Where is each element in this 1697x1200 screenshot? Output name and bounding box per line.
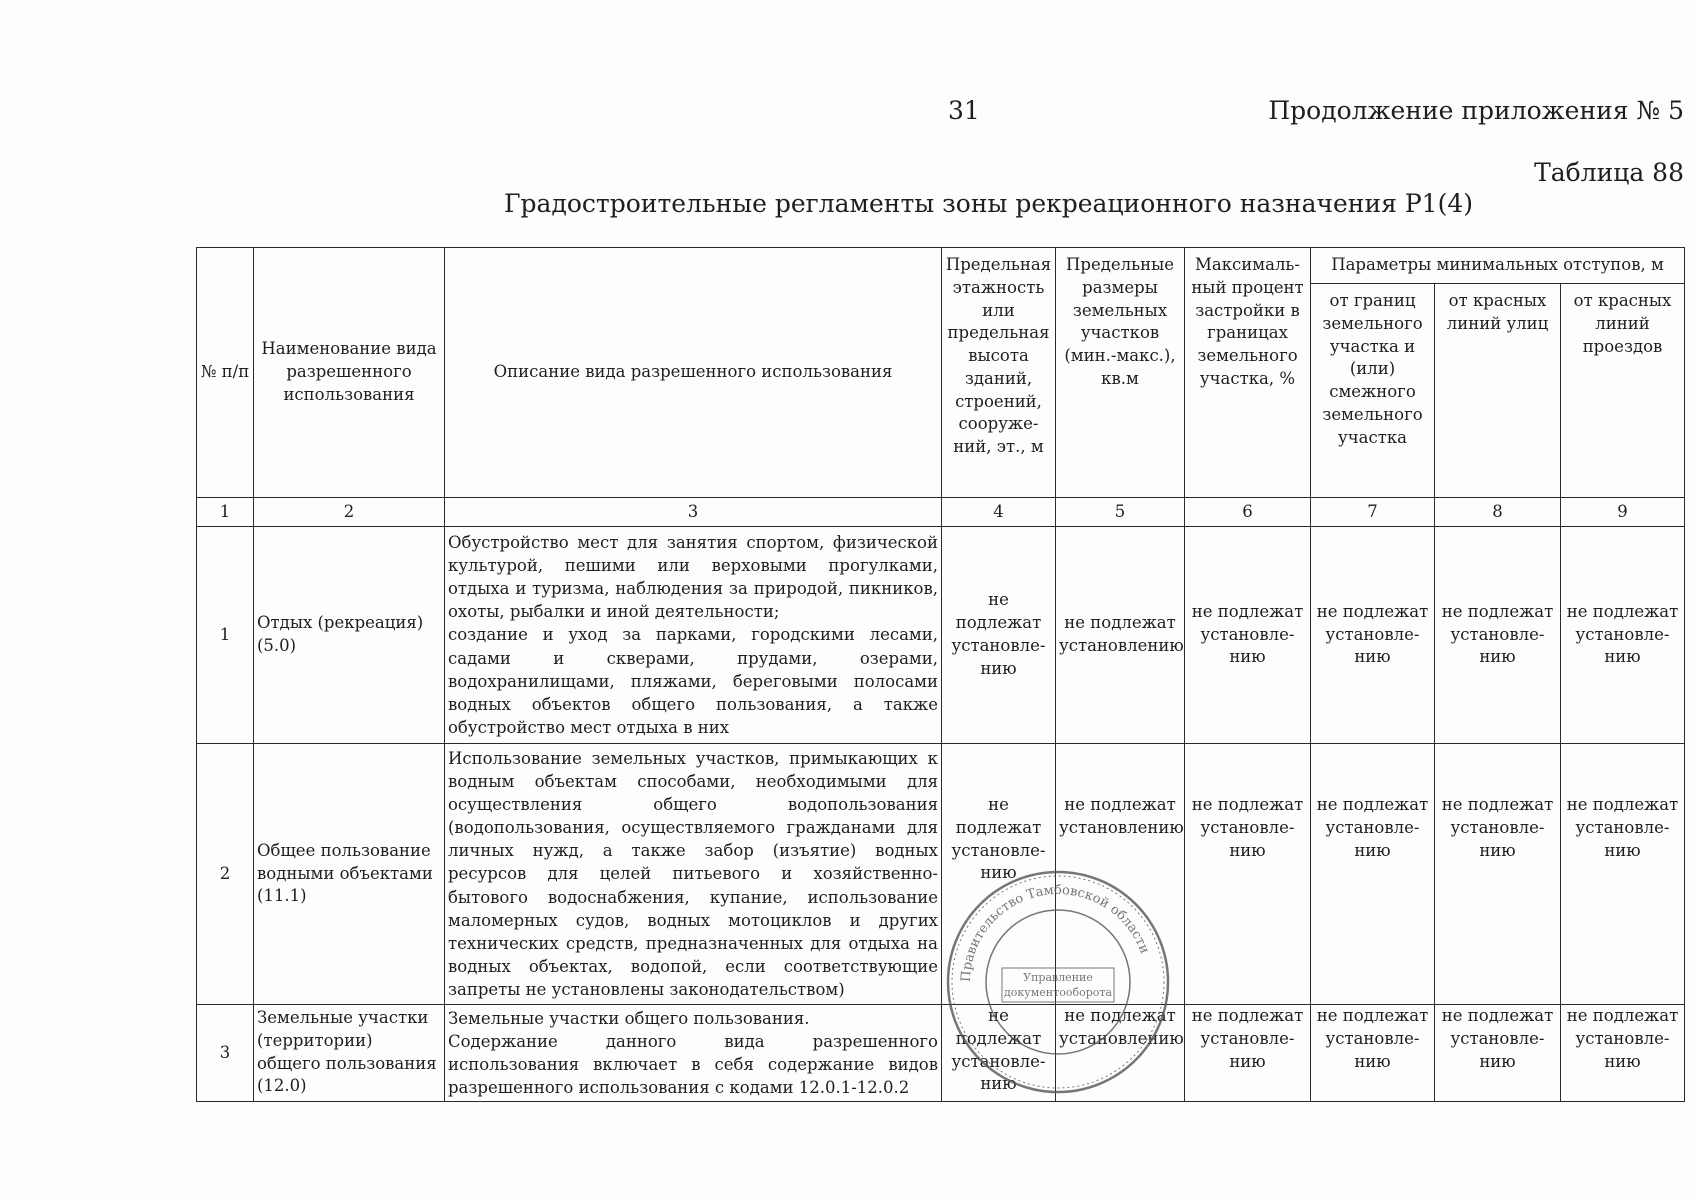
row-coverage: не подлежат установле-нию	[1185, 1005, 1311, 1102]
row-desc: Земельные участки общего пользования. Содержание данного вида разрешенного использования включает в себя содержание видов разрешенного использования с кодами 12.0.1-12.0.2	[445, 1005, 942, 1102]
col-number: 2	[254, 498, 445, 527]
row-size: не подлежат установлению	[1056, 527, 1185, 744]
table-row	[197, 1005, 1685, 1102]
row-num: 3	[197, 1005, 254, 1102]
header-setbacks-group: Параметры минимальных отступов, м	[1311, 248, 1685, 284]
row-name: Общее пользование водными объектами (11.1)	[254, 744, 445, 1005]
row-setback-passages: не подлежат установле-нию	[1561, 527, 1685, 744]
row-size: не подлежат установлению	[1056, 744, 1185, 1005]
header-setback-streets: от красных линий улиц	[1435, 284, 1561, 498]
col-number: 5	[1056, 498, 1185, 527]
row-setback-streets: не подлежат установле-нию	[1435, 744, 1561, 1005]
row-coverage: не подлежат установле-нию	[1185, 744, 1311, 1005]
header-name: Наименование вида разрешенного использования	[254, 248, 445, 498]
row-setback-plot: не подлежат установле-нию	[1311, 527, 1435, 744]
stamp-outer-text: Правительство Тамбовской области	[958, 882, 1152, 983]
row-num: 2	[197, 744, 254, 1005]
header-setback-passages: от красных линий проездов	[1561, 284, 1685, 498]
row-setback-streets: не подлежат установле-нию	[1435, 527, 1561, 744]
column-number-row	[197, 498, 1685, 527]
continuation-label: Продолжение приложения № 5	[1268, 96, 1684, 125]
col-number: 1	[197, 498, 254, 527]
row-name: Земельные участки (территории) общего пользования (12.0)	[254, 1005, 445, 1102]
table-row	[197, 527, 1685, 744]
row-height: не подлежат установле-нию	[942, 744, 1056, 1005]
header-height: Предельная этажность или предельная высота зданий, строений, сооруже-ний, эт., м	[942, 248, 1056, 498]
row-desc: Использование земельных участков, примыкающих к водным объектам способами, необходимыми для осуществления общего водопользования (водопользования, осуществляемого гражданами для личных нужд, а также забор (изъятие) водных ресурсов для целей питьевого и хозяйственно-бытового водоснабжения, купание, использование маломерных судов, водных мотоциклов и других технических средств, предназначенных для отдыха на водных объектах, водопой, если соответствующие запреты не установлены законодательством)	[445, 744, 942, 1005]
document-title: Градостроительные регламенты зоны рекреационного назначения Р1(4)	[504, 189, 1473, 218]
col-number: 6	[1185, 498, 1311, 527]
header-setback-plot: от границ земельного участка и (или) смежного земельного участка	[1311, 284, 1435, 498]
row-setback-passages: не подлежат установле-нию	[1561, 744, 1685, 1005]
row-setback-plot: не подлежат установле-нию	[1311, 1005, 1435, 1102]
header-row-1	[197, 248, 1685, 284]
stamp-inner-text: Управление документооборота	[1003, 971, 1113, 999]
row-height: не подлежат установле-нию	[942, 1005, 1056, 1102]
col-number: 9	[1561, 498, 1685, 527]
header-desc: Описание вида разрешенного использования	[445, 248, 942, 498]
header-size: Предельные размеры земельных участков (мин.-макс.), кв.м	[1056, 248, 1185, 498]
header-num: № п/п	[197, 248, 254, 498]
row-num: 1	[197, 527, 254, 744]
row-coverage: не подлежат установле-нию	[1185, 527, 1311, 744]
regulations-table	[196, 247, 1685, 1102]
col-number: 3	[445, 498, 942, 527]
table-label: Таблица 88	[1534, 158, 1684, 187]
page-number: 31	[948, 96, 980, 125]
col-number: 8	[1435, 498, 1561, 527]
col-number: 4	[942, 498, 1056, 527]
row-size: не подлежат установлению	[1056, 1005, 1185, 1102]
row-name: Отдых (рекреация) (5.0)	[254, 527, 445, 744]
row-height: не подлежат установле-нию	[942, 527, 1056, 744]
row-setback-passages: не подлежат установле-нию	[1561, 1005, 1685, 1102]
header-coverage: Максималь-ный процент застройки в границах земельного участка, %	[1185, 248, 1311, 498]
row-desc: Обустройство мест для занятия спортом, физической культурой, пешими или верховыми прогулками, отдыха и туризма, наблюдения за природой, пикников, охоты, рыбалки и иной деятельности; создание и уход за парками, городскими лесами, садами и скверами, прудами, озерами, водохранилищами, пляжами, береговыми полосами водных объектов общего пользования, а также обустройство мест отдыха в них	[445, 527, 942, 744]
row-setback-plot: не подлежат установле-нию	[1311, 744, 1435, 1005]
col-number: 7	[1311, 498, 1435, 527]
table-row	[197, 744, 1685, 1005]
row-setback-streets: не подлежат установле-нию	[1435, 1005, 1561, 1102]
